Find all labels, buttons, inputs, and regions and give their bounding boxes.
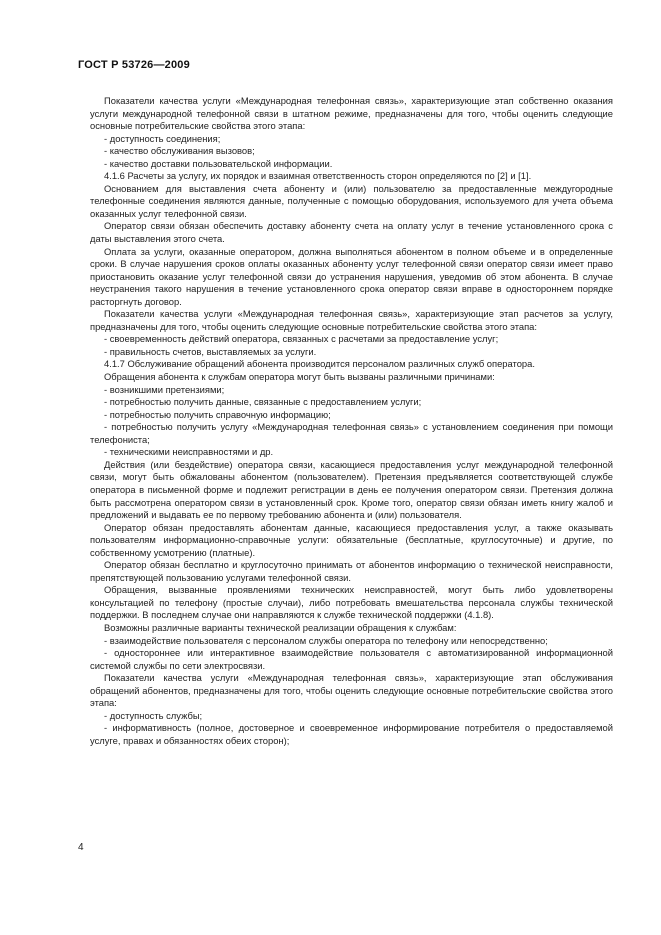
list-item: - потребностью получить данные, связанные с предоставлением услуги; bbox=[104, 396, 422, 408]
list-item: - качество доставки пользовательской информации. bbox=[104, 157, 333, 169]
paragraph: Оператор связи обязан обеспечить доставку абоненту счета на оплату услуг в течение установленного срока с даты выставления этого счета. bbox=[90, 220, 613, 245]
paragraph: Действия (или бездействие) оператора связи, касающиеся предоставления услуг международной телефонной связи, могут быть обжалованы абонентом (пользователем). Претензия предъявляется соответствующей службе оператора в письменной форме и подлежит регистрации в день ее получения оператором связи. Претензия должна быть рассмотрена оператором связи в установленный срок. Кроме того, оператор связи обязан иметь книгу жалоб и предложений и выдавать ее по первому требованию абонента и (или) пользователя. bbox=[90, 458, 613, 521]
list-item: - потребностью получить справочную информацию; bbox=[104, 408, 331, 420]
document-body bbox=[90, 95, 613, 747]
paragraph: Обращения абонента к службам оператора могут быть вызваны различными причинами: bbox=[104, 371, 495, 383]
paragraph: Основанием для выставления счета абоненту и (или) пользователю за предоставленные междугородные телефонные соединения являются данные, полученные с помощью оборудования, используемого для учета объема оказанных услуг телефонной связи. bbox=[90, 182, 613, 219]
list-item: - потребностью получить услугу «Международная телефонная связь» с установлением соединения при помощи телефониста; bbox=[90, 421, 613, 445]
list-item: - техническими неисправностями и др. bbox=[104, 446, 274, 458]
paragraph: Показатели качества услуги «Международная телефонная связь», характеризующие этап расчетов за услугу, предназначены для того, чтобы оценить следующие основные потребительские свойства этого этапа: bbox=[90, 308, 613, 332]
list-item: - доступность соединения; bbox=[104, 132, 221, 144]
section-paragraph: 4.1.6 Расчеты за услугу, их порядок и взаимная ответственность сторон определяются по [2] и [1]. bbox=[104, 170, 532, 182]
paragraph: Оплата за услуги, оказанные оператором, должна выполняться абонентом в полном объеме и в определенные сроки. В случае нарушения сроков оплаты оказанных абоненту услуг телефонной связи оператор связи имеет право приостановить оказание услуг телефонной связи до устранения нарушения, уведомив об этом абонента. В случае неустранения такого нарушения в течение установленного срока оператор связи вправе в одностороннем порядке расторгнуть договор. bbox=[90, 245, 613, 307]
paragraph: Показатели качества услуги «Международная телефонная связь», характеризующие этап собственно оказания услуги международной телефонной связи в штатном режиме, предназначены для того, чтобы оценить следующие основные потребительские свойства этого этапа: bbox=[90, 95, 613, 132]
paragraph: Обращения, вызванные проявлениями технических неисправностей, могут быть либо удовлетворены консультацией по телефону (простые случаи), либо потребовать вмешательства персонала службы технической поддержки. В последнем случае они направляются к службе технической поддержки (4.1.8). bbox=[90, 584, 613, 621]
list-item: - качество обслуживания вызовов; bbox=[104, 145, 255, 157]
list-item: - доступность службы; bbox=[104, 709, 203, 721]
document-header: ГОСТ Р 53726—2009 bbox=[78, 59, 190, 71]
list-item: - взаимодействие пользователя с персоналом службы оператора по телефону или непосредственно; bbox=[104, 634, 548, 646]
paragraph: Показатели качества услуги «Международная телефонная связь», характеризующие этап обслуживания обращений абонентов, предназначены для того, чтобы оценить следующие основные потребительские свойства этого этапа: bbox=[90, 672, 613, 709]
list-item: - одностороннее или интерактивное взаимодействие пользователя с автоматизированной информационной системой службы по сети электросвязи. bbox=[90, 647, 613, 671]
page-number: 4 bbox=[78, 842, 84, 853]
list-item: - возникшими претензиями; bbox=[104, 383, 225, 395]
section-paragraph: 4.1.7 Обслуживание обращений абонента производится персоналом различных служб оператора. bbox=[104, 358, 535, 370]
paragraph: Оператор обязан предоставлять абонентам данные, касающиеся предоставления услуг, а также оказывать пользователям информационно-справочные услуги: обязательные (бесплатные, круглосуточные) и другие, по собственному усмотрению (платные). bbox=[90, 521, 613, 558]
list-item: - своевременность действий оператора, связанных с расчетами за предоставление услуг; bbox=[104, 333, 499, 345]
paragraph: Оператор обязан бесплатно и круглосуточно принимать от абонентов информацию о технической неисправности, препятствующей пользованию услугами телефонной связи. bbox=[90, 559, 613, 583]
list-item: - информативность (полное, достоверное и своевременное информирование потребителя о предоставляемой услуге, правах и обязанностях обеих сторон); bbox=[90, 722, 613, 746]
list-item: - правильность счетов, выставляемых за услуги. bbox=[104, 345, 317, 357]
paragraph: Возможны различные варианты технической реализации обращения к службам: bbox=[104, 621, 457, 633]
